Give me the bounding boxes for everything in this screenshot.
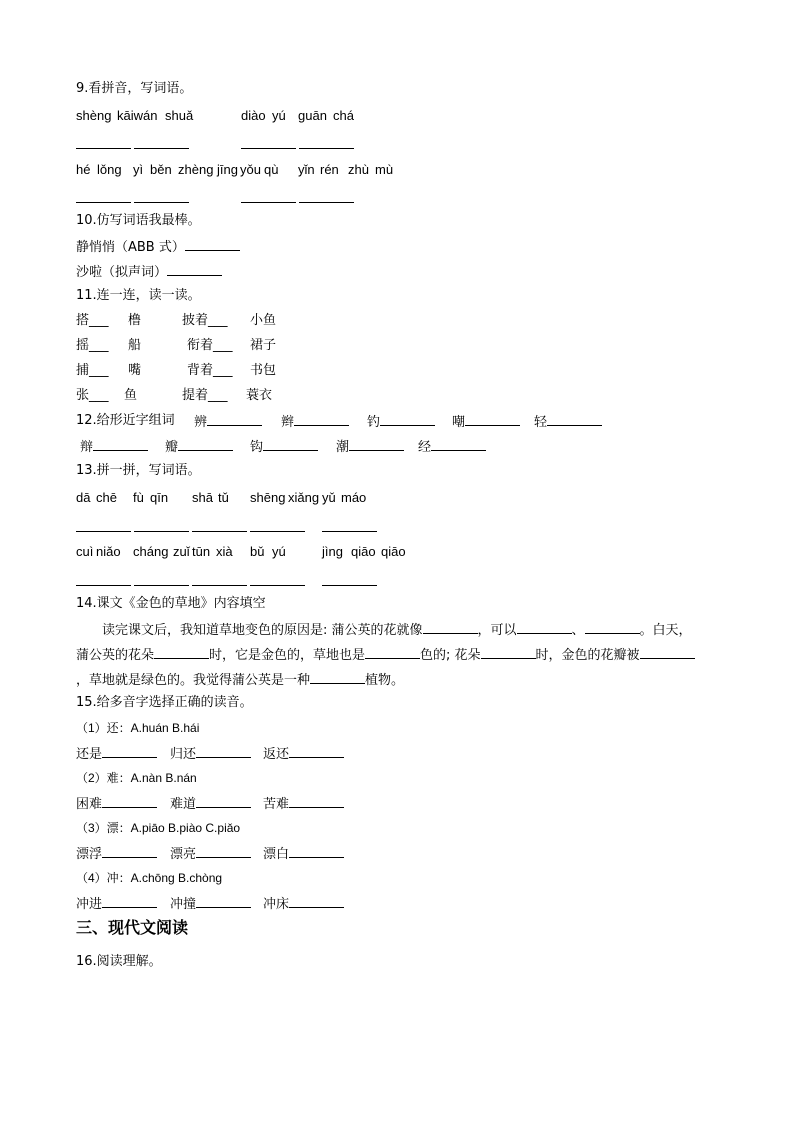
q14-text: ，可以 — [477, 623, 517, 638]
q12-char — [452, 412, 520, 432]
pinyin: fù — [133, 490, 144, 505]
q10-title: 10.仿写词语我最棒。 — [76, 213, 201, 228]
q15-word-label: 冲进 — [76, 897, 103, 912]
answer-blank[interactable] — [76, 531, 131, 532]
q11-right-match[interactable]: 书包 — [250, 363, 277, 378]
answer-blank[interactable] — [196, 844, 251, 858]
pinyin: niǎo — [96, 544, 121, 559]
q15-word — [263, 744, 344, 764]
q14-text: ，草地就是绿色的。我觉得蒲公英是一种 — [76, 673, 311, 688]
answer-blank[interactable] — [167, 262, 222, 276]
answer-blank[interactable] — [289, 794, 344, 808]
pinyin: xià — [216, 544, 233, 559]
pinyin: tǔ — [218, 490, 229, 505]
answer-blank[interactable] — [207, 412, 262, 426]
answer-blank[interactable] — [349, 437, 404, 451]
pinyin: yǐn — [298, 162, 315, 177]
q14-text: 植物。 — [365, 673, 405, 688]
pinyin: cháng — [133, 544, 169, 559]
q15-group-label: （1）还：A.huán B.hái — [76, 721, 200, 735]
q15-word-label: 难道 — [170, 797, 197, 812]
q10-item-label: 静悄悄（ABB 式） — [76, 240, 185, 255]
q12-char-label: 嘲 — [452, 415, 466, 430]
answer-blank[interactable] — [93, 437, 148, 451]
answer-blank[interactable] — [310, 670, 365, 684]
pinyin: dā — [76, 490, 91, 505]
q15-word — [170, 894, 251, 914]
answer-blank[interactable] — [102, 744, 157, 758]
q14-text: 。白天， — [639, 623, 692, 638]
q15-word — [263, 794, 344, 814]
pinyin: qīn — [150, 490, 169, 505]
q16-title: 16.阅读理解。 — [76, 954, 162, 969]
pinyin: yú — [272, 544, 286, 559]
answer-blank[interactable] — [178, 437, 233, 451]
pinyin: yì — [133, 162, 144, 177]
q11-right-match[interactable]: 小鱼 — [250, 313, 277, 328]
q12-char-label: 瓣 — [165, 440, 179, 455]
answer-blank[interactable] — [196, 794, 251, 808]
answer-blank[interactable] — [365, 645, 420, 659]
q12-char-label: 辫 — [281, 415, 295, 430]
answer-blank[interactable] — [423, 620, 478, 634]
q15-word-label: 返还 — [263, 747, 290, 762]
answer-blank[interactable] — [76, 202, 131, 203]
pinyin: zuǐ — [173, 544, 190, 559]
answer-blank[interactable] — [263, 437, 318, 451]
pinyin: qiāo — [351, 544, 376, 559]
q11-left: 张___ — [76, 388, 109, 403]
q14-text: 色的; 花朵 — [420, 648, 481, 663]
pinyin: tūn — [192, 544, 211, 559]
q11-right: 背着___ — [187, 363, 233, 378]
answer-blank[interactable] — [294, 412, 349, 426]
q15-word — [76, 894, 157, 914]
pinyin: shuǎ — [165, 108, 194, 123]
q14-line — [102, 620, 692, 640]
answer-blank[interactable] — [322, 531, 377, 532]
q15-group-label: （2）难：A.nàn B.nán — [76, 771, 197, 785]
answer-blank[interactable] — [134, 531, 189, 532]
q15-word-label: 冲撞 — [170, 897, 197, 912]
answer-blank[interactable] — [299, 202, 354, 203]
answer-blank[interactable] — [380, 412, 435, 426]
q15-word — [76, 844, 157, 864]
answer-blank[interactable] — [134, 148, 189, 149]
answer-blank[interactable] — [299, 148, 354, 149]
pinyin: qù — [264, 162, 279, 177]
q12-char-label: 钩 — [250, 440, 264, 455]
pinyin: mù — [375, 162, 394, 177]
answer-blank[interactable] — [134, 202, 189, 203]
q11-right: 提着___ — [182, 388, 228, 403]
q15-word-label: 漂白 — [263, 847, 290, 862]
q15-word-label: 漂浮 — [76, 847, 103, 862]
q11-right: 披着___ — [182, 313, 228, 328]
pinyin: jìng — [322, 544, 343, 559]
q15-group-label: （3）漂：A.piāo B.piào C.piǎo — [76, 821, 241, 835]
pinyin: guān — [298, 108, 327, 123]
q12-char-label: 经 — [418, 440, 432, 455]
q15-word — [76, 744, 157, 764]
pinyin: chá — [333, 108, 354, 123]
q15-word — [263, 894, 344, 914]
q14-line — [76, 645, 695, 665]
q14-text: 时，它是金色的，草地也是 — [209, 648, 366, 663]
answer-blank[interactable] — [192, 585, 247, 586]
q11-left-match[interactable]: 鱼 — [124, 388, 138, 403]
q11-left-match[interactable]: 橹 — [128, 313, 142, 328]
q10-item-label: 沙啦（拟声词） — [76, 265, 168, 280]
pinyin: zhù — [348, 162, 369, 177]
pinyin: máo — [341, 490, 367, 505]
q12-char — [336, 437, 404, 457]
q14-text: 蒲公英的花朵 — [76, 648, 155, 663]
pinyin: kāiwán — [117, 108, 158, 123]
pinyin: qiāo — [381, 544, 406, 559]
q9-title: 9.看拼音，写词语。 — [76, 81, 193, 96]
answer-blank[interactable] — [289, 744, 344, 758]
answer-blank[interactable] — [585, 620, 640, 634]
answer-blank[interactable] — [481, 645, 536, 659]
answer-blank[interactable] — [640, 645, 695, 659]
q12-title: 12.给形近字组词 — [76, 413, 175, 428]
answer-blank[interactable] — [102, 794, 157, 808]
q12-char — [418, 437, 486, 457]
q12-char-label: 钓 — [367, 415, 381, 430]
answer-blank[interactable] — [76, 148, 131, 149]
pinyin: hé — [76, 162, 91, 177]
answer-blank[interactable] — [289, 894, 344, 908]
q15-word-label: 漂亮 — [170, 847, 197, 862]
pinyin: jīng — [217, 162, 238, 177]
q15-word-label: 冲床 — [263, 897, 290, 912]
answer-blank[interactable] — [102, 894, 157, 908]
q12-char — [281, 412, 349, 432]
q12-char-label: 辩 — [80, 440, 94, 455]
answer-blank[interactable] — [192, 531, 247, 532]
pinyin: běn — [150, 162, 172, 177]
q11-left: 摇___ — [76, 338, 109, 353]
pinyin: yǔ — [322, 490, 336, 505]
q12-char-label: 轻 — [534, 415, 548, 430]
pinyin: cuì — [76, 544, 94, 559]
q15-word — [263, 844, 344, 864]
q11-right: 衔着___ — [187, 338, 233, 353]
pinyin: yú — [272, 108, 286, 123]
q14-line — [76, 670, 404, 690]
answer-blank[interactable] — [154, 645, 209, 659]
answer-blank[interactable] — [185, 237, 240, 251]
pinyin: xiǎng — [288, 490, 320, 505]
answer-blank[interactable] — [322, 585, 377, 586]
answer-blank[interactable] — [431, 437, 486, 451]
answer-blank[interactable] — [465, 412, 520, 426]
answer-blank[interactable] — [76, 585, 131, 586]
q14-text: 读完课文后，我知道草地变色的原因是: 蒲公英的花就像 — [102, 623, 423, 638]
answer-blank[interactable] — [102, 844, 157, 858]
q15-title: 15.给多音字选择正确的读音。 — [76, 695, 253, 710]
pinyin: lǒng — [97, 162, 122, 177]
pinyin: zhèng — [178, 162, 214, 177]
q12-char — [165, 437, 233, 457]
pinyin: shā — [192, 490, 213, 505]
answer-blank[interactable] — [517, 620, 572, 634]
pinyin: shèng — [76, 108, 112, 123]
pinyin: shēng — [250, 490, 286, 505]
pinyin: rén — [320, 162, 339, 177]
answer-blank[interactable] — [250, 585, 305, 586]
q11-right-match[interactable]: 蓑衣 — [246, 388, 273, 403]
answer-blank[interactable] — [196, 744, 251, 758]
q15-word-label: 归还 — [170, 747, 197, 762]
answer-blank[interactable] — [289, 844, 344, 858]
q15-group-label: （4）冲：A.chōng B.chòng — [76, 871, 223, 885]
q15-word — [170, 794, 251, 814]
q15-word-label: 还是 — [76, 747, 103, 762]
q14-title: 14.课文《金色的草地》内容填空 — [76, 596, 266, 611]
pinyin: yǒu — [240, 162, 261, 177]
pinyin: diào — [241, 108, 266, 123]
q12-char-label: 潮 — [336, 440, 350, 455]
q15-word — [76, 794, 157, 814]
q12-char-label: 辨 — [194, 415, 208, 430]
q13-title: 13.拼一拼，写词语。 — [76, 463, 201, 478]
q12-char — [80, 437, 148, 457]
q15-word-label: 困难 — [76, 797, 103, 812]
q12-char — [250, 437, 318, 457]
answer-blank[interactable] — [547, 412, 602, 426]
pinyin: chē — [96, 490, 117, 505]
q10-item — [76, 237, 240, 257]
q11-left-match[interactable]: 船 — [128, 338, 142, 353]
q11-left: 搭___ — [76, 313, 109, 328]
q11-title: 11.连一连，读一读。 — [76, 288, 201, 303]
answer-blank[interactable] — [250, 531, 305, 532]
answer-blank[interactable] — [241, 148, 296, 149]
answer-blank[interactable] — [134, 585, 189, 586]
q12-char — [194, 412, 262, 432]
answer-blank[interactable] — [241, 202, 296, 203]
answer-blank[interactable] — [196, 894, 251, 908]
q12-char — [367, 412, 435, 432]
q15-word — [170, 744, 251, 764]
q10-item — [76, 262, 222, 282]
q14-text: 时，金色的花瓣被 — [535, 648, 640, 663]
q11-left-match[interactable]: 嘴 — [128, 363, 142, 378]
q11-right-match[interactable]: 裙子 — [250, 338, 277, 353]
q11-left: 捕___ — [76, 363, 109, 378]
q14-text: 、 — [571, 623, 585, 638]
q15-word-label: 苦难 — [263, 797, 290, 812]
section-title: 三、现代文阅读 — [76, 918, 189, 937]
pinyin: bǔ — [250, 544, 265, 559]
q12-char — [534, 412, 602, 432]
q15-word — [170, 844, 251, 864]
